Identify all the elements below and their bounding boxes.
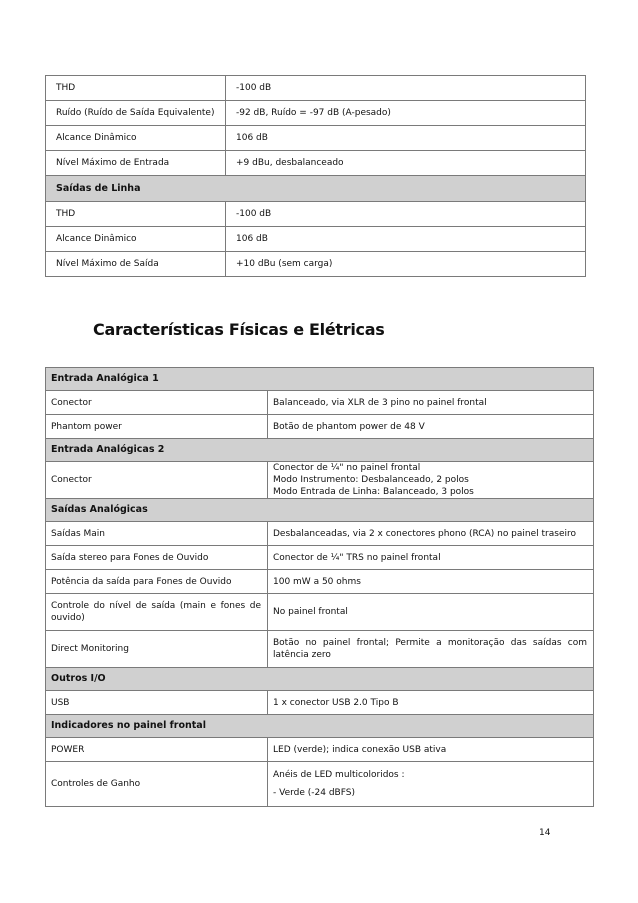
spec-value-line: Anéis de LED multicoloridos : [273, 770, 405, 780]
section-header-saidas-analogicas: Saídas Analógicas [46, 499, 594, 522]
spec-value: -100 dB [226, 76, 586, 101]
spec-value-line: Conector de ¼" no painel frontal [273, 463, 421, 473]
section-header-entrada-1: Entrada Analógica 1 [46, 368, 594, 391]
table-row [46, 522, 594, 546]
section-title: Características Físicas e Elétricas [93, 320, 385, 339]
spec-value: -92 dB, Ruído = -97 dB (A-pesado) [226, 101, 586, 126]
audio-specs-table [45, 75, 586, 277]
spec-value [268, 462, 594, 499]
table-row [46, 738, 594, 762]
spec-value [268, 762, 594, 807]
spec-label: Nível Máximo de Saída [46, 252, 226, 277]
table-row [46, 151, 586, 176]
table-row [46, 546, 594, 570]
spec-value: Botão de phantom power de 48 V [268, 415, 594, 439]
spec-label: Conector [46, 391, 268, 415]
section-header-saidas-de-linha: Saídas de Linha [46, 176, 586, 202]
section-header-indicadores: Indicadores no painel frontal [46, 715, 594, 738]
spec-value: 1 x conector USB 2.0 Tipo B [268, 691, 594, 715]
spec-value-line: Modo Instrumento: Desbalanceado, 2 polos [273, 475, 469, 485]
table-row [46, 594, 594, 631]
spec-value-line: Modo Entrada de Linha: Balanceado, 3 polos [273, 487, 474, 497]
section-header-row [46, 368, 594, 391]
table-row [46, 252, 586, 277]
section-header-row [46, 439, 594, 462]
spec-label: Nível Máximo de Entrada [46, 151, 226, 176]
section-header-row [46, 668, 594, 691]
table-row [46, 570, 594, 594]
section-header-row [46, 499, 594, 522]
spec-value-line: - Verde (-24 dBFS) [273, 788, 355, 798]
spec-value: +10 dBu (sem carga) [226, 252, 586, 277]
table-row [46, 202, 586, 227]
spec-label: THD [46, 76, 226, 101]
table-row [46, 631, 594, 668]
spec-label: Controle do nível de saída (main e fones de ouvido) [46, 594, 268, 631]
spec-value: LED (verde); indica conexão USB ativa [268, 738, 594, 762]
section-header-row [46, 176, 586, 202]
spec-label: USB [46, 691, 268, 715]
table-row [46, 391, 594, 415]
spec-label: Controles de Ganho [46, 762, 268, 807]
table-row [46, 762, 594, 807]
spec-label: Alcance Dinâmico [46, 126, 226, 151]
spec-value: Desbalanceadas, via 2 x conectores phono (RCA) no painel traseiro [268, 522, 594, 546]
table-row [46, 462, 594, 499]
spec-value: Balanceado, via XLR de 3 pino no painel frontal [268, 391, 594, 415]
table-row [46, 227, 586, 252]
spec-label: Alcance Dinâmico [46, 227, 226, 252]
spec-value: +9 dBu, desbalanceado [226, 151, 586, 176]
spec-value: -100 dB [226, 202, 586, 227]
spec-label: POWER [46, 738, 268, 762]
table-row [46, 415, 594, 439]
table-row [46, 101, 586, 126]
spec-value: Botão no painel frontal; Permite a monitoração das saídas com latência zero [268, 631, 594, 668]
spec-label: Potência da saída para Fones de Ouvido [46, 570, 268, 594]
spec-value: 100 mW a 50 ohms [268, 570, 594, 594]
section-header-row [46, 715, 594, 738]
physical-electrical-specs-table [45, 367, 594, 807]
table-row [46, 76, 586, 101]
spec-label: Phantom power [46, 415, 268, 439]
table-row [46, 691, 594, 715]
spec-value: Conector de ¼" TRS no painel frontal [268, 546, 594, 570]
spec-label: Saída stereo para Fones de Ouvido [46, 546, 268, 570]
spec-label: THD [46, 202, 226, 227]
spec-value: No painel frontal [268, 594, 594, 631]
spec-value: 106 dB [226, 126, 586, 151]
page-number: 14 [539, 828, 551, 838]
section-header-outros-io: Outros I/O [46, 668, 594, 691]
table-row [46, 126, 586, 151]
spec-label: Saídas Main [46, 522, 268, 546]
spec-label: Direct Monitoring [46, 631, 268, 668]
section-header-entrada-2: Entrada Analógicas 2 [46, 439, 594, 462]
spec-label: Ruído (Ruído de Saída Equivalente) [46, 101, 226, 126]
spec-value: 106 dB [226, 227, 586, 252]
spec-label: Conector [46, 462, 268, 499]
